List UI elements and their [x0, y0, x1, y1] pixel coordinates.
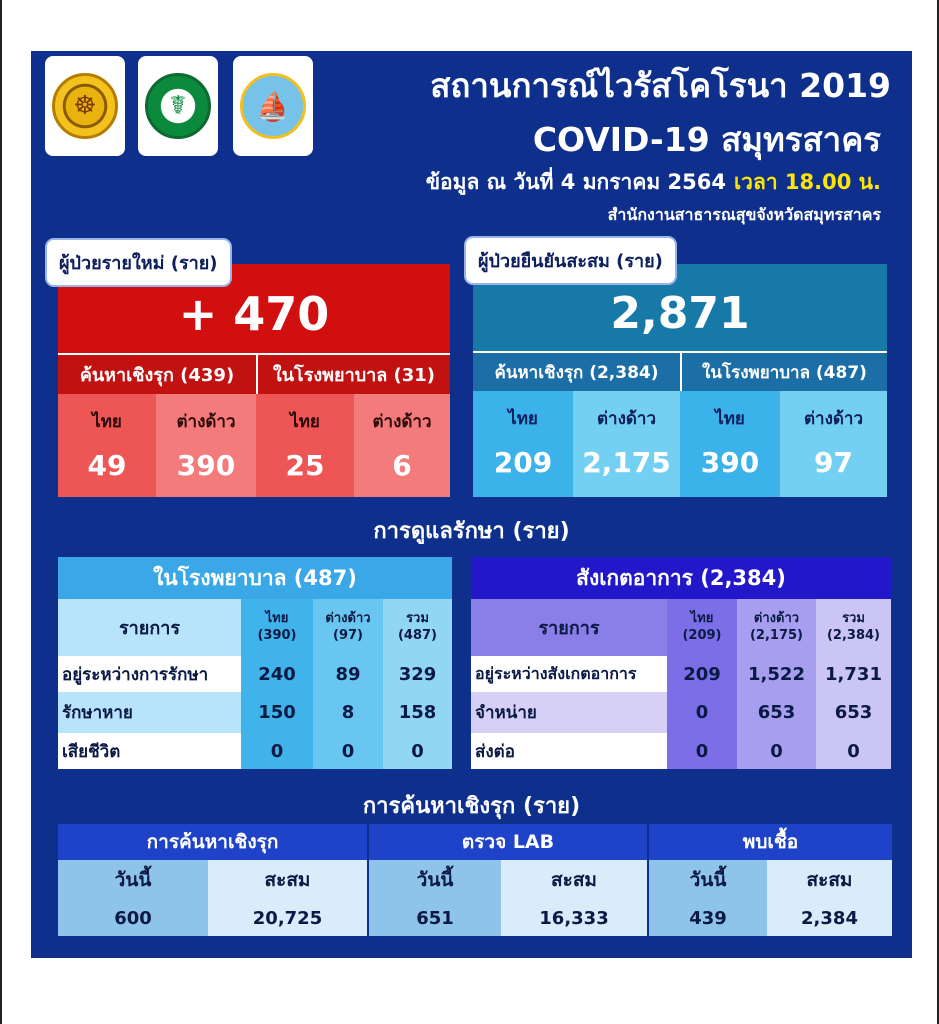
samut-sakhon-junk-ship-seal-icon: ⛵: [240, 73, 306, 139]
today-value: 600: [58, 900, 208, 936]
col-total-header: [383, 599, 452, 656]
col-value: 390: [700, 446, 760, 479]
col-value: 2,175: [582, 446, 671, 479]
page-title: สถานการณ์ไวรัสโคโรนา 2019: [430, 66, 891, 105]
table-row-label: อยู่ระหว่างสังเกตอาการ: [475, 663, 637, 683]
new-cases-panel: [58, 264, 450, 497]
samut-sakhon-province-seal-icon: ☸: [52, 73, 118, 139]
table-cell: 0: [341, 740, 355, 762]
table-cell: 150: [258, 702, 296, 723]
cumulative-cases-label: ผู้ป่วยยืนยันสะสม (ราย): [464, 236, 677, 285]
table-cell: 158: [398, 702, 437, 723]
table-cell: 240: [258, 663, 296, 685]
today-value: 439: [647, 900, 767, 936]
provincial-health-office-logo: [233, 56, 313, 156]
col-value: 209: [493, 446, 553, 479]
search-section-title: การค้นหาเชิงรุก (ราย): [362, 794, 581, 819]
cum-thai-hospital-cell: [680, 391, 780, 497]
table-cell: 0: [770, 740, 783, 762]
hospital-table-title: ในโรงพยาบาล (487): [58, 557, 452, 599]
table-row-label: รักษาหาย: [62, 703, 133, 723]
table-cell: 653: [834, 702, 873, 723]
cumulative-value: 2,384: [767, 900, 892, 936]
ministry-of-public-health-seal-icon: ☤: [145, 73, 211, 139]
today-label: วันนี้: [58, 860, 208, 900]
table-cell: 0: [695, 740, 709, 762]
col-thai-header: [667, 599, 737, 656]
col-value: 97: [814, 446, 853, 479]
new-active-search-label: ค้นหาเชิงรุก (439): [58, 353, 256, 394]
search-group-title: การค้นหาเชิงรุก: [58, 824, 367, 860]
new-cases-label: ผู้ป่วยรายใหม่ (ราย): [45, 238, 232, 287]
covid-infographic: [31, 51, 912, 958]
new-foreign-hospital-cell: [354, 394, 450, 497]
search-group-title: ตรวจ LAB: [367, 824, 647, 860]
search-group-title: พบเชื้อ: [647, 824, 892, 860]
col-header-count: (97): [333, 627, 363, 643]
col-header-count: (487): [397, 627, 438, 643]
today-label: วันนี้: [367, 860, 501, 900]
cumulative-total: 2,871: [473, 264, 887, 351]
table-row-label: จำหน่าย: [475, 703, 537, 723]
table-cell: 1,522: [748, 663, 805, 685]
new-foreign-search-cell: [156, 394, 256, 497]
col-label: ไทย: [715, 409, 745, 429]
table-cell: 209: [683, 663, 721, 685]
table-cell: 329: [398, 663, 437, 685]
col-header-label: ไทย: [265, 611, 289, 627]
cum-active-search-label: ค้นหาเชิงรุก (2,384): [473, 351, 680, 391]
cumulative-label: สะสม: [767, 860, 892, 900]
cum-foreign-hospital-cell: [780, 391, 887, 497]
cumulative-value: 16,333: [501, 900, 647, 936]
col-foreign-header: [313, 599, 383, 656]
new-thai-hospital-cell: [256, 394, 354, 497]
new-cases-total: + 470: [58, 264, 450, 353]
col-total-header: [816, 599, 891, 656]
table-cell: 653: [757, 702, 796, 723]
ministry-logo: [138, 56, 218, 156]
cum-foreign-search-cell: [573, 391, 680, 497]
col-label: ต่างด้าว: [596, 409, 657, 429]
proactive-search-table: [58, 824, 892, 936]
cum-thai-search-cell: [473, 391, 573, 497]
care-section-title: การดูแลรักษา (ราย): [373, 519, 570, 544]
time-text: เวลา 18.00 น.: [733, 170, 881, 194]
report-date: [291, 166, 881, 199]
cumulative-value: 20,725: [208, 900, 367, 936]
col-label: ไทย: [290, 412, 320, 432]
table-cell: 0: [847, 740, 860, 762]
today-value: 651: [367, 900, 501, 936]
table-cell: 0: [270, 740, 284, 762]
table-cell: 89: [335, 663, 361, 685]
col-value: 6: [392, 449, 412, 482]
col-label: ต่างด้าว: [372, 412, 432, 432]
cumulative-label: สะสม: [208, 860, 367, 900]
observation-table-title: สังเกตอาการ (2,384): [471, 557, 891, 599]
cum-in-hospital-label: ในโรงพยาบาล (487): [680, 351, 887, 391]
cumulative-cases-panel: [473, 264, 887, 497]
col-header-count: (2,384): [826, 627, 880, 643]
col-value: 390: [176, 449, 236, 482]
col-header-label: ต่างด้าว: [325, 611, 371, 627]
table-row-label: อยู่ระหว่างการรักษา: [62, 664, 209, 685]
table-row-label: เสียชีวิต: [62, 741, 121, 762]
col-header-label: ไทย: [690, 611, 714, 627]
col-item-header: รายการ: [119, 618, 180, 639]
table-row-label: ส่งต่อ: [475, 741, 515, 762]
agency-name: สำนักงานสาธารณสุขจังหวัดสมุทรสาคร: [607, 205, 881, 224]
province-logo: [45, 56, 125, 156]
table-cell: 0: [411, 740, 424, 762]
observation-table: [471, 557, 891, 769]
col-foreign-header: [737, 599, 816, 656]
table-cell: 0: [695, 702, 709, 723]
col-header-count: (209): [682, 627, 722, 643]
col-item-header: รายการ: [538, 618, 600, 639]
new-in-hospital-label: ในโรงพยาบาล (31): [256, 353, 450, 394]
col-header-count: (2,175): [749, 627, 803, 643]
col-label: ไทย: [92, 412, 122, 432]
col-value: 49: [87, 449, 127, 482]
col-header-label: รวม: [842, 611, 865, 627]
col-header-label: ต่างด้าว: [753, 611, 800, 627]
table-cell: 8: [341, 702, 355, 723]
col-header-count: (390): [257, 627, 297, 643]
date-text: ข้อมูล ณ วันที่ 4 มกราคม 2564: [425, 170, 726, 194]
table-cell: 1,731: [825, 663, 882, 685]
col-header-label: รวม: [406, 611, 429, 627]
col-label: ไทย: [508, 409, 538, 429]
frame-border-left: [0, 0, 2, 1024]
col-thai-header: [241, 599, 313, 656]
cumulative-label: สะสม: [501, 860, 647, 900]
new-thai-search-cell: [58, 394, 156, 497]
hospital-table: [58, 557, 452, 769]
col-label: ต่างด้าว: [803, 409, 864, 429]
page-subtitle: COVID-19 สมุทรสาคร: [532, 120, 881, 159]
col-label: ต่างด้าว: [176, 412, 236, 432]
col-value: 25: [285, 449, 325, 482]
today-label: วันนี้: [647, 860, 767, 900]
